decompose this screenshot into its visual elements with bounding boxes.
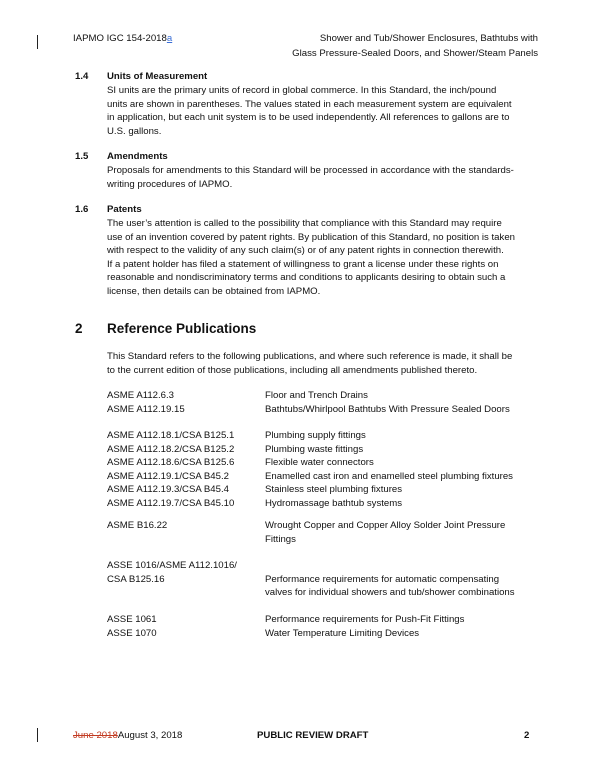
reference-code: ASME A112.6.3	[107, 390, 175, 401]
text-line: Fittings	[265, 533, 296, 545]
section-number-1-4: 1.4	[75, 71, 89, 82]
section-body-1-4	[107, 84, 539, 138]
reference-description: Floor and Trench Drains	[265, 390, 368, 401]
reference-code: ASME A112.19.15	[107, 403, 185, 415]
reference-code	[107, 559, 257, 586]
text-line: in application, but each unit system is to be used independently. All references to gallons are to	[107, 112, 510, 124]
reference-code: ASSE 1061	[107, 614, 157, 625]
reference-description: Flexible water connectors	[265, 457, 374, 469]
footer-date-inserted: August 3, 2018	[117, 730, 183, 741]
reference-list	[107, 389, 547, 649]
text-line: This Standard refers to the following publications, and where such reference is made, it shall be	[107, 351, 513, 362]
reference-description: Enamelled cast iron and enamelled steel plumbing fixtures	[265, 470, 513, 482]
text-line: U.S. gallons.	[107, 125, 162, 137]
reference-code: ASME A112.19.7/CSA B45.10	[107, 498, 235, 509]
reference-description: Hydromassage bathtub systems	[265, 498, 403, 509]
header-doc-id-insert: a	[166, 33, 173, 44]
section-title-1-6: Patents	[107, 204, 142, 215]
change-bar-top	[37, 35, 38, 49]
reference-code: ASME A112.18.2/CSA B125.2	[107, 443, 235, 455]
text-line: to the current edition of those publications, including all amendments published thereto.	[107, 364, 478, 376]
reference-code: ASME A112.18.6/CSA B125.6	[107, 457, 235, 469]
reference-description	[265, 559, 537, 600]
text-line: reasonable and nondiscriminatory terms and conditions to applicants desiring to obtain such a	[107, 272, 506, 284]
footer-status: PUBLIC REVIEW DRAFT	[257, 730, 369, 741]
chapter-intro	[107, 350, 547, 377]
reference-description: Stainless steel plumbing fixtures	[265, 484, 403, 496]
reference-code: ASME A112.18.1/CSA B125.1	[107, 430, 235, 441]
reference-description: Bathtubs/Whirlpool Bathtubs With Pressure Sealed Doors	[265, 403, 510, 415]
text-line: writing procedures of IAPMO.	[107, 178, 233, 190]
text-line: ASSE 1016/ASME A112.1016/	[107, 560, 237, 571]
text-line: Wrought Copper and Copper Alloy Solder Joint Pressure	[265, 520, 506, 531]
text-line: with respect to the validity of any such claim(s) or of any patent rights in connection therewith.	[107, 245, 504, 257]
header-doc-id	[73, 31, 172, 46]
section-title-1-4: Units of Measurement	[107, 71, 208, 82]
text-line	[265, 559, 537, 573]
change-bar-bottom	[37, 728, 38, 742]
text-line: valves for individual showers and tub/shower combinations	[265, 587, 515, 599]
section-body-1-6	[107, 217, 539, 299]
header-title-line1: Shower and Tub/Shower Enclosures, Bathtubs with	[319, 33, 538, 44]
section-title-1-5: Amendments	[107, 151, 168, 162]
footer-date-deleted: June 2018	[73, 730, 118, 741]
text-line: use of an invention covered by patent rights. By publication of this Standard, no position is taken	[107, 231, 515, 243]
reference-code: ASME B16.22	[107, 520, 168, 531]
section-number-1-5: 1.5	[75, 151, 89, 162]
reference-description: Performance requirements for Push-Fit Fittings	[265, 614, 465, 625]
text-line: Performance requirements for automatic compensating	[265, 573, 500, 585]
text-line: CSA B125.16	[107, 573, 165, 585]
reference-description: Water Temperature Limiting Devices	[265, 627, 420, 639]
section-body-1-5	[107, 164, 539, 191]
header-title	[292, 31, 538, 61]
reference-code: ASME A112.19.3/CSA B45.4	[107, 484, 229, 496]
reference-description: Plumbing supply fittings	[265, 430, 366, 441]
text-line: Proposals for amendments to this Standard will be processed in accordance with the standards-	[107, 165, 514, 176]
footer-page-number: 2	[524, 730, 530, 741]
text-line: If a patent holder has filed a statement of willingness to grant a license under these rights on	[107, 258, 499, 270]
reference-description	[265, 519, 537, 546]
reference-code: ASSE 1070	[107, 627, 157, 639]
chapter-number: 2	[75, 321, 83, 336]
chapter-title: Reference Publications	[107, 321, 257, 336]
reference-code: ASME A112.19.1/CSA B45.2	[107, 470, 229, 482]
text-line: license, then details can be obtained from IAPMO.	[107, 285, 321, 297]
text-line: SI units are the primary units of record in global commerce. In this Standard, the inch/pound	[107, 85, 497, 96]
header-title-line2: Glass Pressure-Sealed Doors, and Shower/Steam Panels	[292, 48, 538, 59]
text-line: units are shown in parentheses. The values stated in each measurement system are equivalent	[107, 98, 512, 110]
section-number-1-6: 1.6	[75, 204, 89, 215]
reference-description: Plumbing waste fittings	[265, 443, 364, 455]
header-doc-id-text: IAPMO IGC 154-2018	[73, 33, 167, 44]
text-line: The user’s attention is called to the possibility that compliance with this Standard may require	[107, 218, 502, 229]
footer-date	[73, 730, 182, 741]
